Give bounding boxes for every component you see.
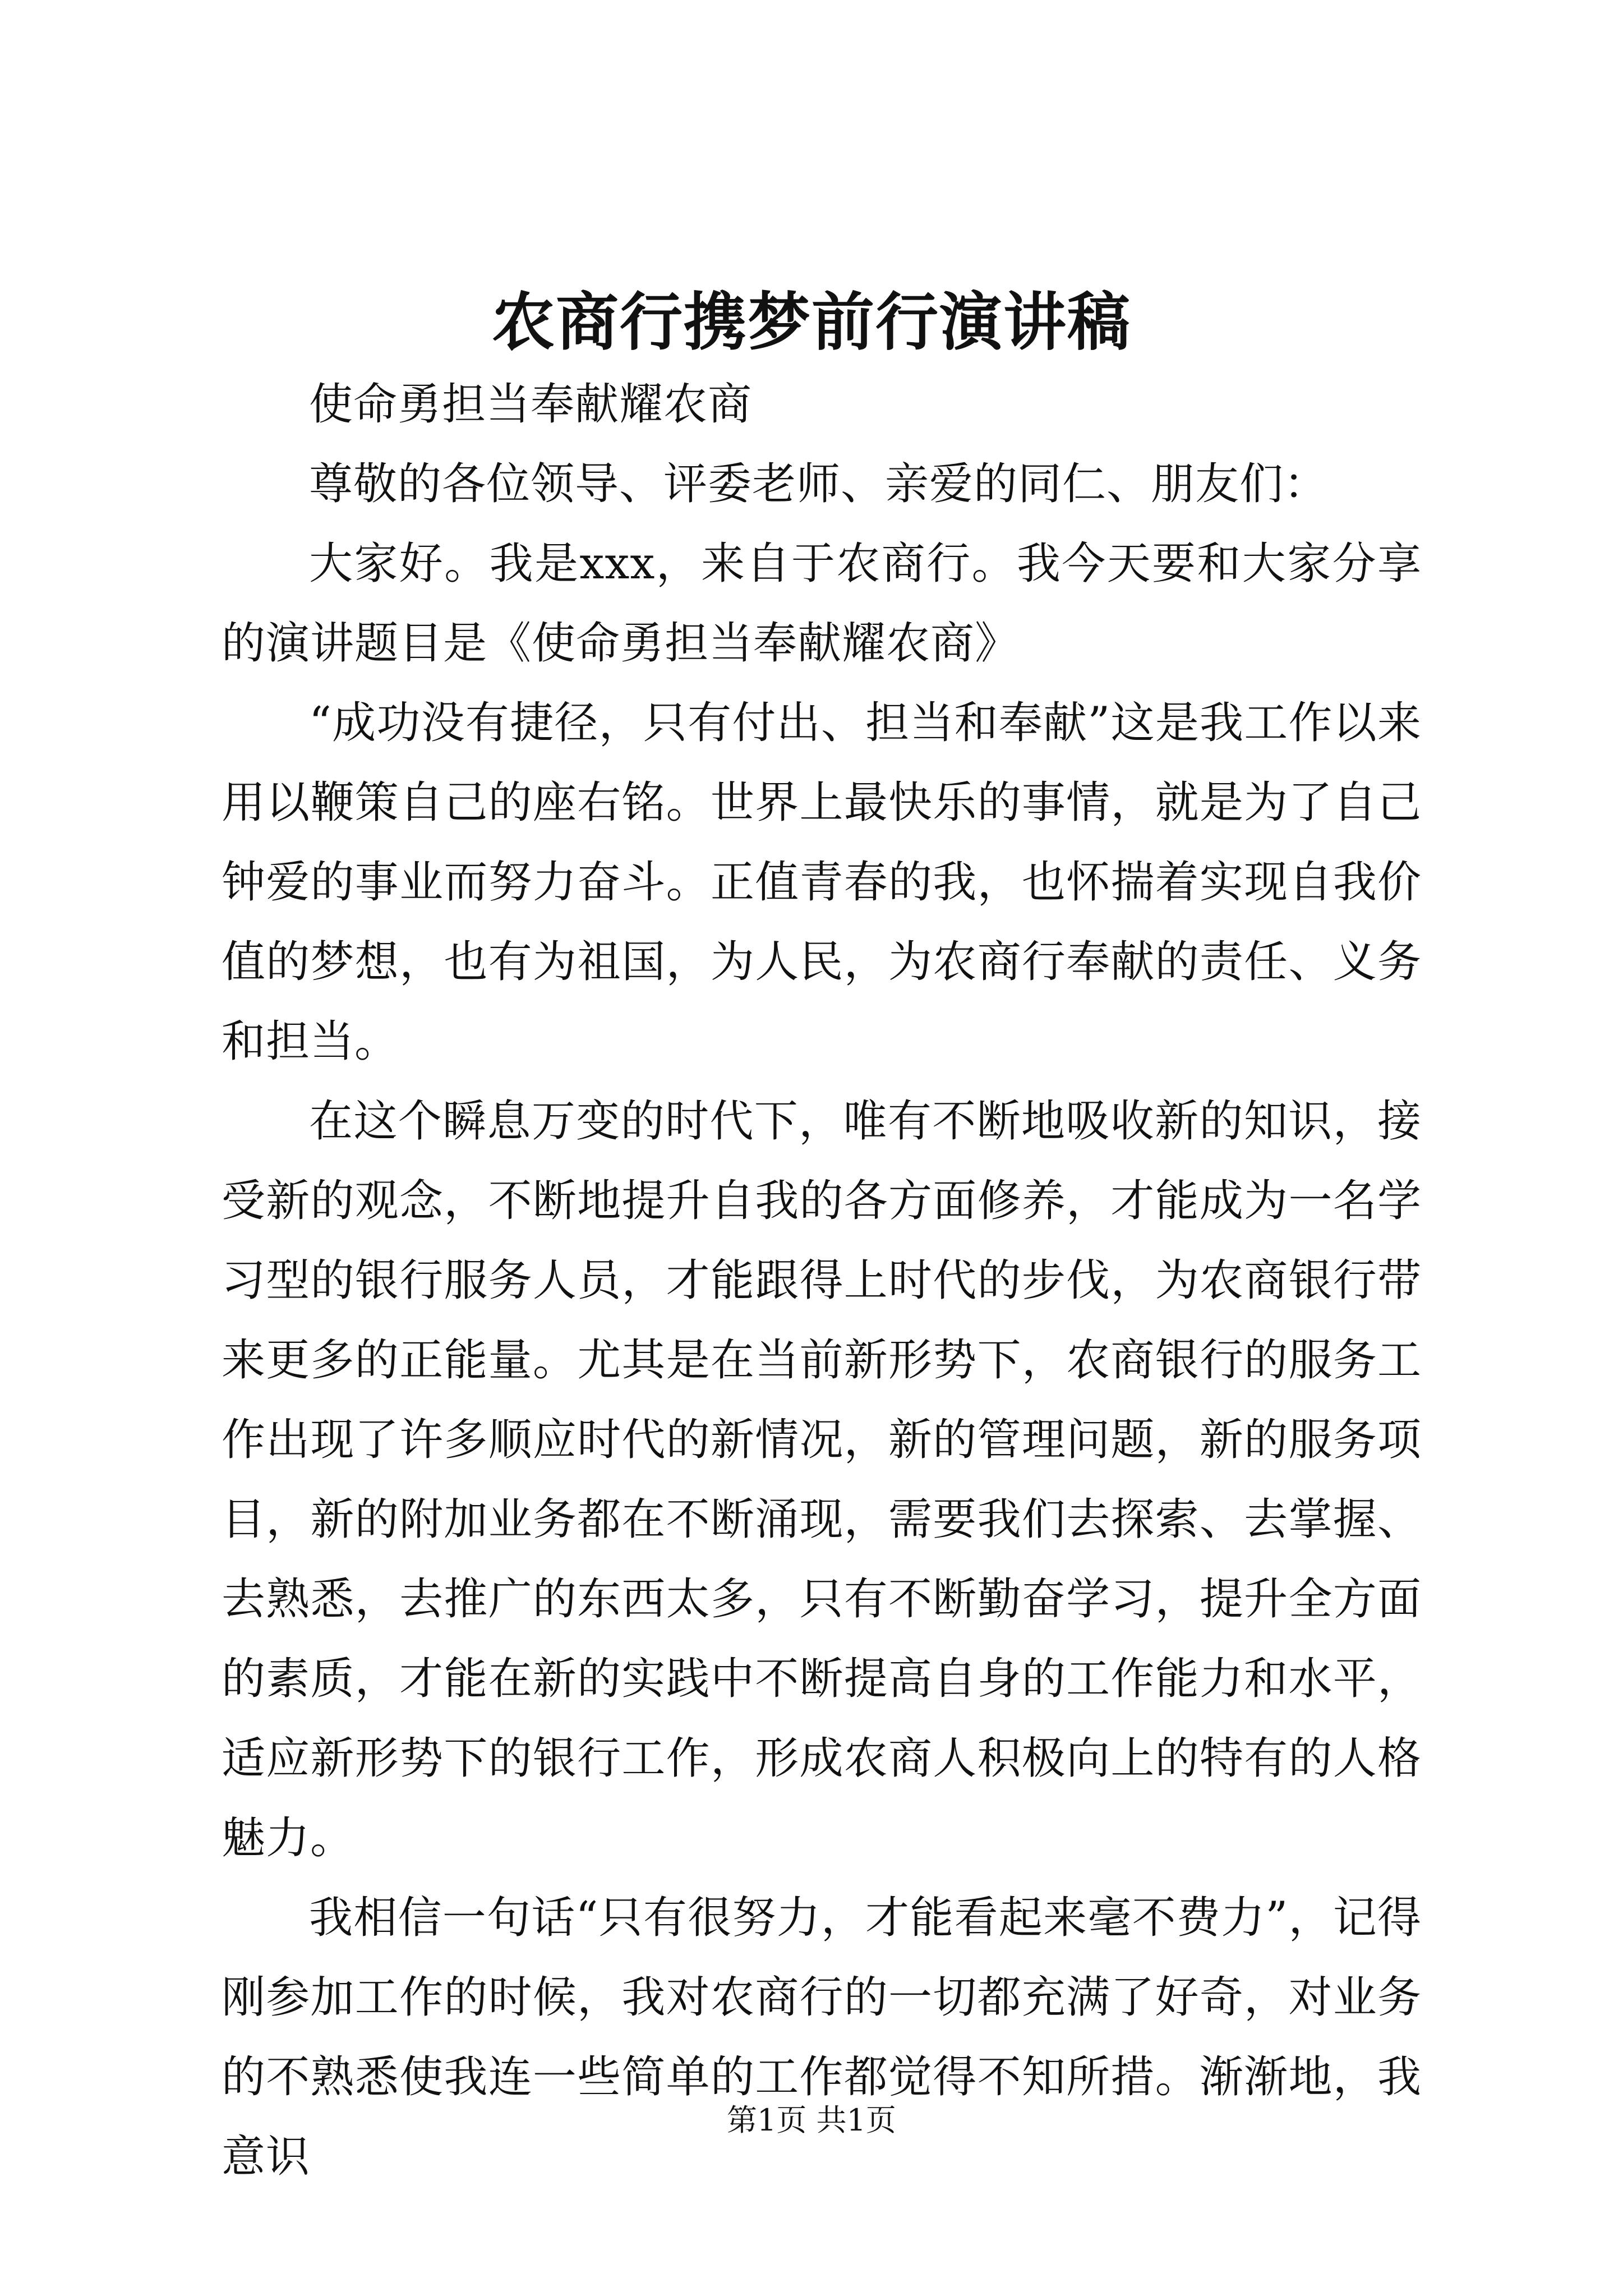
paragraph-subtitle: 使命勇担当奉献耀农商 <box>309 379 753 430</box>
paragraph-salutation: 尊敬的各位领导、评委老师、亲爱的同仁、朋友们： <box>309 459 1329 509</box>
page-number-footer: 第1页 共1页 <box>727 2102 896 2138</box>
paragraph-learning: 在这个瞬息万变的时代下，唯有不断地吸收新的知识，接受新的观念，不断地提升自我的各方面修养，才能成为一名学习型的银行服务人员，才能跟得上时代的步伐，为农商银行带来更多的正能量。尤其是在当前新形势下，农商银行的服务工作出现了许多顺应时代的新情况，新的管理问题，新的服务项目，新的附加业务都在不断涌现，需要我们去探索、去掌握、去熟悉，去推广的东西太多，只有不断勤奋学习，提升全方面的素质，才能在新的实践中不断提高自身的工作能力和水平，适应新形势下的银行工作，形成农商人积极向上的特有的人格魅力。 <box>222 1096 1422 1864</box>
document-body <box>222 365 1422 2197</box>
paragraph-introduction: 大家好。我是xxx，来自于农商行。我今天要和大家分享的演讲题目是《使命勇担当奉献耀农商》 <box>222 539 1422 669</box>
paragraph-effort: 我相信一句话“只有很努力，才能看起来毫不费力”，记得刚参加工作的时候，我对农商行的一切都充满了好奇，对业务的不熟悉使我连一些简单的工作都觉得不知所措。渐渐地，我意识 <box>222 1893 1422 2182</box>
paragraph-motto: “成功没有捷径，只有付出、担当和奉献”这是我工作以来用以鞭策自己的座右铭。世界上最快乐的事情，就是为了自己钟爱的事业而努力奋斗。正值青春的我，也怀揣着实现自我价值的梦想，也有为祖国，为人民，为农商行奉献的责任、义务和担当。 <box>222 698 1422 1067</box>
document-title: 农商行携梦前行演讲稿 <box>492 286 1131 359</box>
